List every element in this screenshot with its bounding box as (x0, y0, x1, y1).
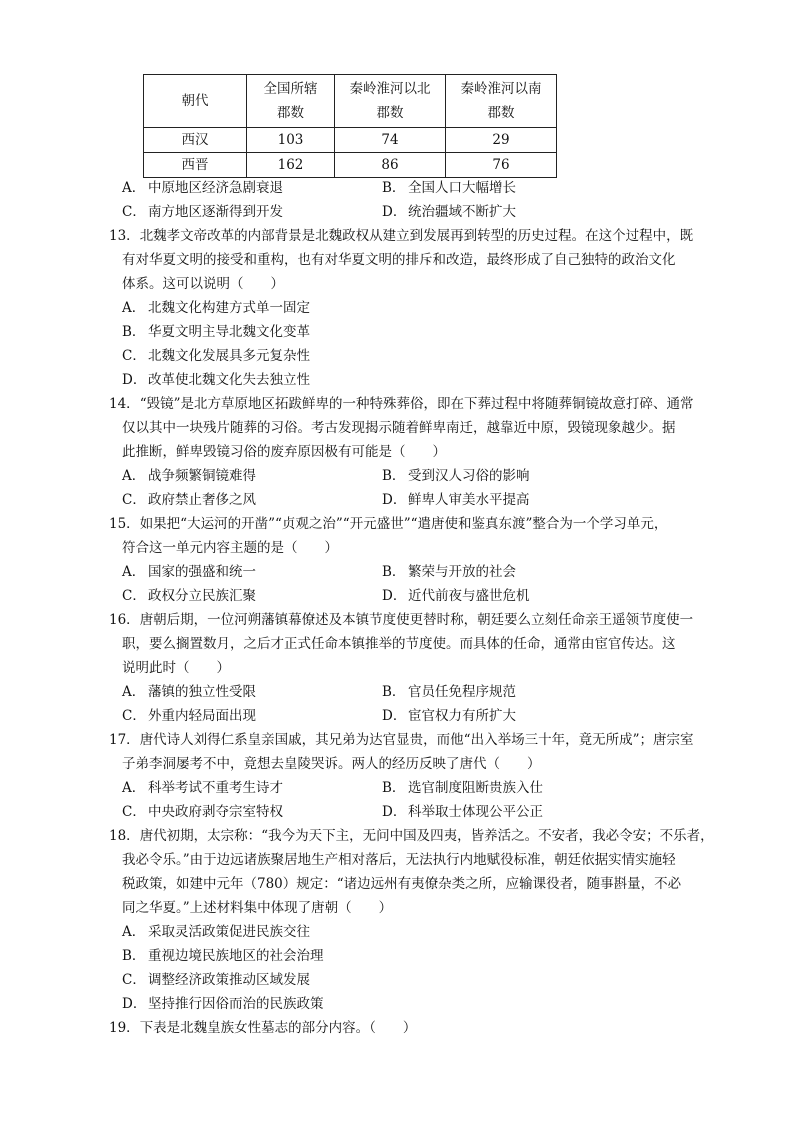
table-cell: 29 (446, 128, 557, 153)
option-b[interactable]: B． 全国人口大幅增长 (382, 180, 516, 196)
option-b[interactable]: B． 受到汉人习俗的影响 (382, 468, 530, 484)
question-text: 职，要么搁置数月，之后才正式任命本镇推举的节度使。而具体的任命，通常由宦官传达。这 (122, 636, 676, 652)
option-a[interactable]: A． 战争频繁铜镜难得 (122, 468, 256, 484)
question-15: 15．如果把“大运河的开凿”“贞观之治”“开元盛世”“遣唐使和鉴真东渡”整合为一个学习单元， (109, 516, 668, 532)
option-c[interactable]: C． 北魏文化发展具多元复杂性 (122, 348, 310, 364)
question-text: 仅以其中一块残片随葬的习俗。考古发现揭示随着鲜卑南迁，越靠近中原，毁镜现象越少。据 (122, 420, 676, 436)
table-cell: 86 (335, 153, 446, 178)
table-row (144, 128, 557, 153)
question-text: 税政策，如建中元年（780）规定：“诸边远州有夷僚杂类之所，应输课役者，随事斟量，不必 (122, 876, 682, 892)
option-d[interactable]: D． 鲜卑人审美水平提高 (382, 492, 530, 508)
table-cell: 74 (335, 128, 446, 153)
table-header-cell: 秦岭淮河以北 郡数 (335, 75, 446, 128)
table-cell: 西晋 (144, 153, 247, 178)
table-cell: 西汉 (144, 128, 247, 153)
question-16: 16．唐朝后期，一位河朔藩镇幕僚述及本镇节度使更替时称，朝廷要么立刻任命亲王遥领节度使一 (109, 612, 694, 628)
question-text: 说明此时（ ） (122, 660, 230, 676)
option-b[interactable]: B． 官员任免程序规范 (382, 684, 516, 700)
option-d[interactable]: D． 坚持推行因俗而治的民族政策 (122, 996, 324, 1012)
option-c[interactable]: C． 南方地区逐渐得到开发 (122, 204, 283, 220)
question-text: 我必令乐。”由于边远诸族聚居地生产相对落后，无法执行内地赋役标准，朝廷依据实情实施轻 (122, 852, 676, 868)
table-cell: 76 (446, 153, 557, 178)
option-a[interactable]: A． 北魏文化构建方式单一固定 (122, 300, 310, 316)
option-a[interactable]: A． 采取灵活政策促进民族交往 (122, 924, 310, 940)
question-text: 此推断，鲜卑毁镜习俗的废弃原因极有可能是（ ） (122, 444, 446, 460)
option-b[interactable]: B． 选官制度阻断贵族入仕 (382, 780, 543, 796)
question-text: 子弟李洞屡考不中，竟想去皇陵哭诉。两人的经历反映了唐代（ ） (122, 756, 541, 772)
option-d[interactable]: D． 宦官权力有所扩大 (382, 708, 516, 724)
question-text: 符合这一单元内容主题的是（ ） (122, 540, 338, 556)
option-d[interactable]: D． 近代前夜与盛世危机 (382, 588, 530, 604)
table-row (144, 153, 557, 178)
table-header-cell: 秦岭淮河以南 郡数 (446, 75, 557, 128)
question-text: 同之华夏。”上述材料集中体现了唐朝（ ） (122, 900, 393, 916)
option-c[interactable]: C． 外重内轻局面出现 (122, 708, 256, 724)
option-a[interactable]: A． 中原地区经济急剧衰退 (122, 180, 283, 196)
question-18: 18．唐代初期，太宗称：“我今为天下主，无问中国及四夷，皆养活之。不安者，我必令安；不乐者， (109, 828, 714, 844)
question-text: 体系。这可以说明（ ） (122, 276, 284, 292)
option-c[interactable]: C． 调整经济政策推动区域发展 (122, 972, 310, 988)
question-17: 17．唐代诗人刘得仁系皇亲国戚，其兄弟为达官显贵，而他“出入举场三十年，竟无所成”；唐宗室 (109, 732, 694, 748)
question-19: 19．下表是北魏皇族女性墓志的部分内容。（ ） (109, 1020, 417, 1036)
question-14: 14．“毁镜”是北方草原地区拓跋鲜卑的一种特殊葬俗，即在下葬过程中将随葬铜镜故意打碎、通常 (109, 396, 694, 412)
option-a[interactable]: A． 藩镇的独立性受限 (122, 684, 256, 700)
option-a[interactable]: A． 国家的强盛和统一 (122, 564, 256, 580)
option-d[interactable]: D． 统治疆域不断扩大 (382, 204, 516, 220)
table-header-row (144, 75, 557, 128)
option-b[interactable]: B． 重视边境民族地区的社会治理 (122, 948, 324, 964)
table-cell: 103 (247, 128, 335, 153)
table-header-cell: 朝代 (144, 75, 247, 128)
table-header-cell: 全国所辖 郡数 (247, 75, 335, 128)
question-13: 13．北魏孝文帝改革的内部背景是北魏政权从建立到发展再到转型的历史过程。在这个过程中，既 (109, 228, 694, 244)
data-table (143, 74, 557, 178)
option-c[interactable]: C． 政权分立民族汇聚 (122, 588, 256, 604)
option-c[interactable]: C． 政府禁止奢侈之风 (122, 492, 256, 508)
option-c[interactable]: C． 中央政府剥夺宗室特权 (122, 804, 283, 820)
table-cell: 162 (247, 153, 335, 178)
option-a[interactable]: A． 科举考试不重考生诗才 (122, 780, 283, 796)
option-d[interactable]: D． 科举取士体现公平公正 (382, 804, 543, 820)
option-b[interactable]: B． 繁荣与开放的社会 (382, 564, 516, 580)
question-text: 有对华夏文明的接受和重构，也有对华夏文明的排斥和改造，最终形成了自己独特的政治文化 (122, 252, 676, 268)
option-b[interactable]: B． 华夏文明主导北魏文化变革 (122, 324, 310, 340)
option-d[interactable]: D． 改革使北魏文化失去独立性 (122, 372, 310, 388)
